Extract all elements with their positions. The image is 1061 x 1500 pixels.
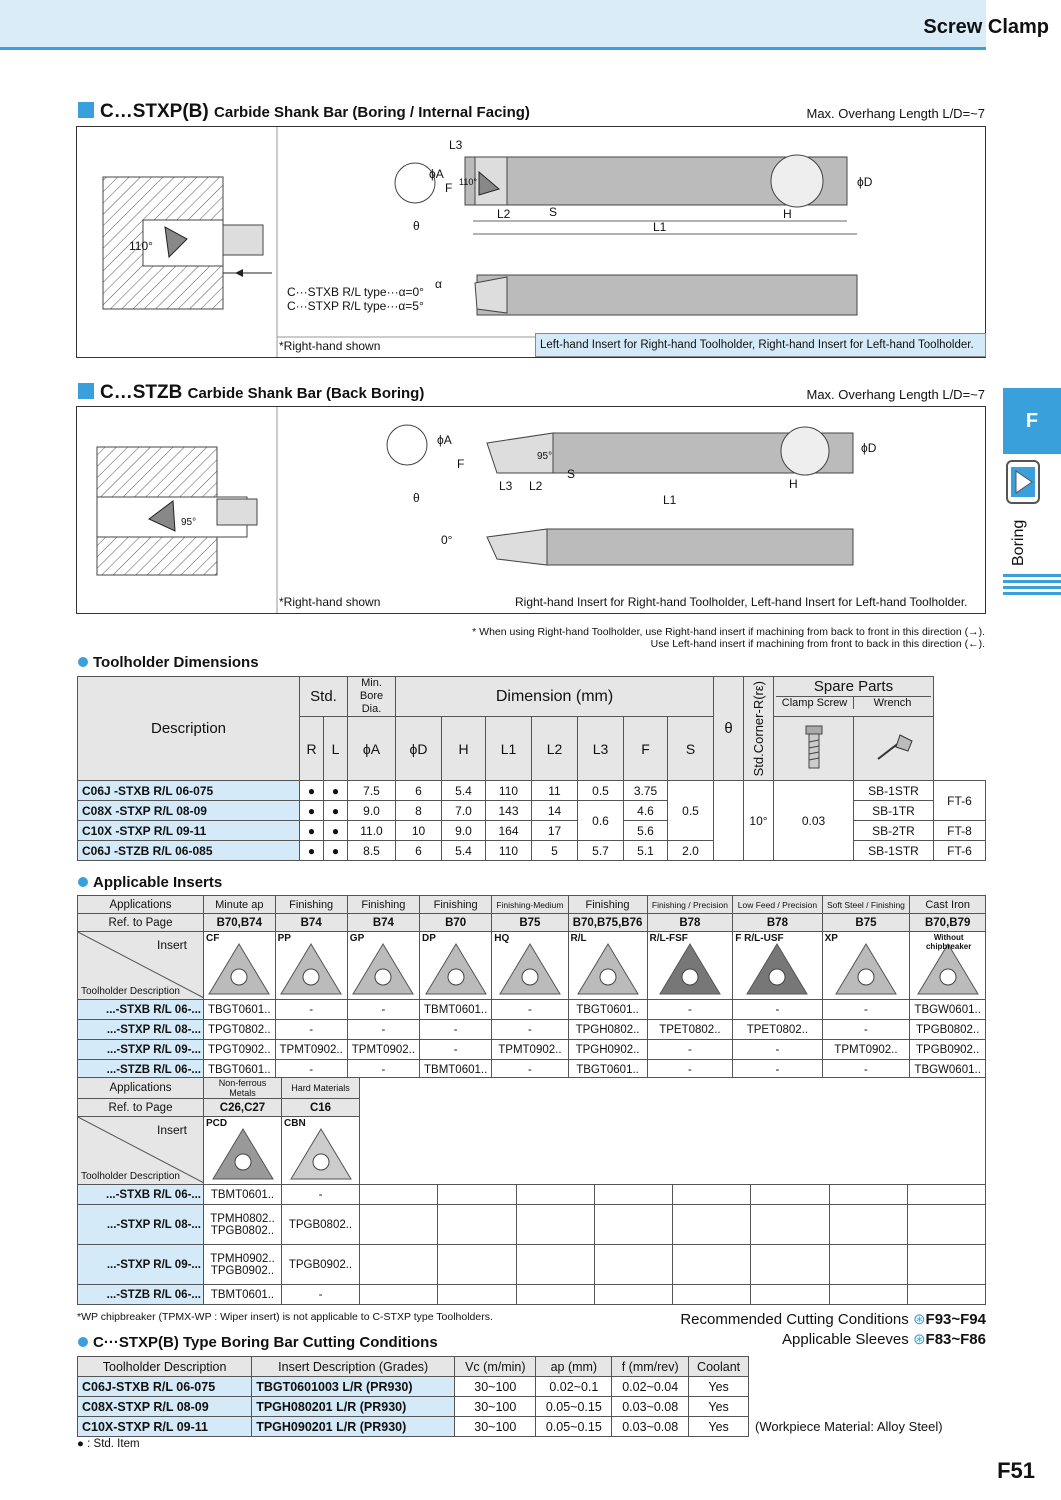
dim2-phia: ϕA: [437, 433, 452, 447]
insert2-image-0: PCD: [204, 1117, 282, 1185]
dim2-l3: L3: [499, 479, 513, 493]
th-corner: Std.Corner-R(rε): [744, 677, 774, 781]
insert-cell: -: [647, 1040, 733, 1060]
arrow-icon: ⊛: [912, 1311, 926, 1328]
dim2-l2: L2: [529, 479, 543, 493]
right-hand-note-2: *Right-hand shown: [279, 595, 381, 609]
th-min: Min. Bore Dia.: [348, 677, 396, 717]
dim2-s: S: [567, 467, 576, 481]
ref-0: B70,B74: [204, 914, 276, 932]
insert-image-6: R/L-FSF: [647, 932, 733, 1000]
insert-image-8: XP: [822, 932, 910, 1000]
dim-angle: 110°: [459, 177, 477, 187]
insert-cell: -: [647, 1060, 733, 1080]
insert-note-2: Right-hand Insert for Right-hand Toolholder, Left-hand Insert for Left-hand Toolholder.: [515, 595, 968, 609]
insert-cell: TPMT0902..: [347, 1040, 419, 1060]
insert-cell: TPMT0902..: [275, 1040, 347, 1060]
insert-cell: -: [647, 1000, 733, 1020]
dim-s: S: [549, 205, 558, 219]
app-5: Finishing: [568, 896, 647, 914]
cutting-conditions-table: Toolholder Description Insert Description (Grades) Vc (m/min) ap (mm) f (mm/rev) Coolant C06J-STXB R/L 06-075 TBGT0601003 L/R (PR930) 30~100 0.02~0.1 0.02~0.04 Yes C08X-STXP R/L 08-09 TPGH080201 L/R (PR930) 30~100 0.05~0.15 0.03~0.08 Yes C10X-STXP R/L 09-11 TPGH090201 L/R (PR930) 30~100 0.05~0.15 0.03~0.08 Yes: [77, 1356, 749, 1437]
insert-cell: -: [347, 1000, 419, 1020]
insert-cell: -: [275, 1020, 347, 1040]
dim2-theta: θ: [413, 491, 420, 505]
dim-l2: L2: [497, 207, 511, 221]
dim-theta: θ: [413, 219, 420, 233]
insert-cell: TBGT0601..: [204, 1060, 276, 1080]
insert-image-0: CF: [204, 932, 276, 1000]
th-spare: Spare Parts Clamp Screw Wrench: [774, 677, 934, 717]
dim2-f: F: [457, 457, 465, 471]
dim2-angle: 95°: [537, 451, 553, 462]
insert-cell: -: [492, 1020, 568, 1040]
insert-cell: TPGT0802..: [204, 1020, 276, 1040]
page-header: [0, 0, 986, 50]
ref-8: B75: [822, 914, 910, 932]
insert-cell: TPMT0902..: [492, 1040, 568, 1060]
page-number: F51: [997, 1458, 1035, 1483]
section-tab[interactable]: F: [1003, 388, 1061, 454]
insert-cell: TPMT0902..: [822, 1040, 910, 1060]
insert-cell: TPET0802..: [647, 1020, 733, 1040]
insert-cell: TBGT0601..: [568, 1060, 647, 1080]
insert-cell: TBGW0601..: [910, 1060, 986, 1080]
insert-cell: -: [347, 1060, 419, 1080]
section2-overhang: Max. Overhang Length L/D=~7: [806, 387, 985, 402]
section2-title: C…STZB Carbide Shank Bar (Back Boring): [78, 382, 424, 404]
section1-title: C…STXP(B) Carbide Shank Bar (Boring / Internal Facing): [78, 101, 530, 123]
app-0: Minute ap: [204, 896, 276, 914]
ref-4: B75: [492, 914, 568, 932]
insert-cell: TPGT0902..: [204, 1040, 276, 1060]
cutting-conditions-title: C···STXP(B) Type Boring Bar Cutting Conditions: [78, 1334, 438, 1351]
side-label: Boring: [1010, 519, 1027, 567]
app-8: Soft Steel / Finishing: [822, 896, 910, 914]
ref-2: B74: [347, 914, 419, 932]
section1-diagram-box: [76, 126, 986, 358]
insert-cell: -: [733, 1060, 822, 1080]
insert-cell: -: [420, 1040, 492, 1060]
app-1: Finishing: [275, 896, 347, 914]
apps-label: Applications: [78, 896, 204, 914]
header-title: Screw Clamp: [923, 16, 1049, 38]
insert-cell: TBGW0601..: [910, 1000, 986, 1020]
direction-note: * When using Right-hand Toolholder, use Right-hand insert if machining from back to front in this direction (→). Use Left-hand insert if machining from front to back in this direction (←).: [472, 626, 985, 650]
applicable-inserts-title: Applicable Inserts: [78, 874, 222, 891]
app-4: Finishing-Medium: [492, 896, 568, 914]
type-note-2: C···STXP R/L type···α=5°: [287, 299, 424, 313]
insert-row-desc: ...-STZB R/L 06-...: [78, 1060, 204, 1080]
dim-h: H: [783, 207, 792, 221]
insert-image-3: DP: [420, 932, 492, 1000]
arrow-icon: ⊛: [912, 1331, 926, 1348]
dim-phia: ϕA: [429, 167, 444, 181]
app-3: Finishing: [420, 896, 492, 914]
dim-f: F: [445, 181, 453, 195]
ref-label: Ref. to Page: [78, 914, 204, 932]
dim2-angle2: 95°: [181, 517, 197, 528]
insert-image-9: Without chipbreaker: [910, 932, 986, 1000]
insert-cell: TPET0802..: [733, 1020, 822, 1040]
insert-cell: -: [347, 1020, 419, 1040]
insert-image-4: HQ: [492, 932, 568, 1000]
th-theta: θ: [714, 677, 744, 781]
clamp-screw-img: [774, 717, 854, 781]
insert-cell: TBGT0601..: [204, 1000, 276, 1020]
std-item-legend: ● : Std. Item: [77, 1438, 140, 1450]
insert-cell: TBGT0601..: [568, 1000, 647, 1020]
app-6: Finishing / Precision: [647, 896, 733, 914]
dim2-h: H: [789, 477, 798, 491]
insert-cell: TPGH0902..: [568, 1040, 647, 1060]
ref-3: B70: [420, 914, 492, 932]
insert-cell: -: [733, 1040, 822, 1060]
ref-1: B74: [275, 914, 347, 932]
insert-cell: -: [275, 1000, 347, 1020]
insert-cell: TPGB0902..: [910, 1040, 986, 1060]
app-2: Finishing: [347, 896, 419, 914]
insert-image-5: R/L: [568, 932, 647, 1000]
section1-overhang: Max. Overhang Length L/D=~7: [806, 106, 985, 121]
insert-row-desc: ...-STXP R/L 08-...: [78, 1020, 204, 1040]
insert-image-7: F R/L-USF: [733, 932, 822, 1000]
section1-drawing: [77, 127, 985, 357]
dim2-l1: L1: [663, 493, 677, 507]
dim-l3: L3: [449, 138, 463, 152]
insert2-image-1: CBN: [282, 1117, 360, 1185]
insert-cell: -: [822, 1000, 910, 1020]
insert-cell: -: [492, 1060, 568, 1080]
toolholder-dims-title: Toolholder Dimensions: [78, 654, 259, 671]
insert-cell: -: [420, 1020, 492, 1040]
toolholder-dims-table: Description Std. Min. Bore Dia. Dimension (mm) θ Std.Corner-R(rε) Spare Parts Clamp Screw Wrench R L ϕA ϕD H L1 L2 L3 F S C06J -STXB R/L 06-075 ● ● 7.5 6 5.4 110 11 0.5 3.75 0.5 10° 0.03 SB-1STR FT-6 C08X -STXP R/L 08-09 ● ● 9.0 8 7.0 143 14 0.6 4.6 SB-1TR C10X -STXP R/L 09-11 ● ● 11.0 10 9.0 164 17 5.6 SB-2TR FT-8 C06J -STZB R/L 06-085 ● ● 8.5 6 5.4 110 5 5.7 5.1 2.0 SB-1STR FT-6: [77, 676, 986, 861]
ref-5: B70,B75,B76: [568, 914, 647, 932]
insert-cell: -: [822, 1060, 910, 1080]
sleeves-link[interactable]: Applicable Sleeves ⊛F83~F86: [782, 1331, 986, 1348]
insert-image-1: PP: [275, 932, 347, 1000]
type-note-1: C···STXB R/L type···α=0°: [287, 285, 424, 299]
th-std: Std.: [300, 677, 348, 717]
ref-9: B70,B79: [910, 914, 986, 932]
insert-image-2: GP: [347, 932, 419, 1000]
right-hand-note: *Right-hand shown: [279, 339, 381, 353]
insert-row-desc: ...-STXP R/L 09-...: [78, 1040, 204, 1060]
section2-drawing: [77, 407, 985, 613]
insert-cell: TBMT0601..: [420, 1060, 492, 1080]
th-dimension: Dimension (mm): [396, 677, 714, 717]
dim2-phid: ϕD: [861, 441, 877, 455]
insert-cell: -: [733, 1000, 822, 1020]
boring-icon: [1003, 459, 1061, 511]
cutting-link[interactable]: Recommended Cutting Conditions ⊛F93~F94: [680, 1311, 986, 1328]
inserts-table-2: Applications Non-ferrous Metals Hard Materials Ref. to Page C26,C27 C16 Insert Toolholder Description PCD CBN ...-STXB R/L 06-... TBMT0601.. - ...-STXP R/L 08-... TPMH0802.. TPGB0802.. TPGB0802.. ...-STXP R/L 09-... TPMH0902.. TPGB0902.. TPGB0902.. ...-STZB R/L 06-... TBMT0601.. -: [77, 1077, 986, 1305]
insert-cell: TPGH0802..: [568, 1020, 647, 1040]
dim-l1: L1: [653, 220, 667, 234]
insert-cell: -: [275, 1060, 347, 1080]
insert-cell: -: [822, 1020, 910, 1040]
insert-note: Left-hand Insert for Right-hand Toolholder, Right-hand Insert for Left-hand Toolholder.: [535, 333, 986, 357]
th-description: Description: [78, 677, 300, 781]
dim-angle2: 110°: [129, 239, 153, 253]
dim2-zero: 0°: [441, 533, 453, 547]
ref-7: B78: [733, 914, 822, 932]
side-stripes: [1003, 574, 1061, 598]
inserts-table-1: [77, 895, 986, 1080]
section2-diagram-box: [76, 406, 986, 614]
insert-cell: -: [492, 1000, 568, 1020]
app-7: Low Feed / Precision: [733, 896, 822, 914]
workpiece-material: (Workpiece Material: Alloy Steel): [755, 1419, 943, 1434]
insert-header: Insert Toolholder Description: [78, 932, 204, 1000]
dim-alpha: α: [435, 277, 442, 291]
insert-cell: TBMT0601..: [420, 1000, 492, 1020]
dim-phid: ϕD: [857, 175, 873, 189]
insert-row-desc: ...-STXB R/L 06-...: [78, 1000, 204, 1020]
wp-note: *WP chipbreaker (TPMX-WP : Wiper insert) is not applicable to C-STXP type Toolholders.: [77, 1311, 493, 1323]
wrench-img: [854, 717, 934, 781]
insert-cell: TPGB0802..: [910, 1020, 986, 1040]
app-9: Cast Iron: [910, 896, 986, 914]
ref-6: B78: [647, 914, 733, 932]
